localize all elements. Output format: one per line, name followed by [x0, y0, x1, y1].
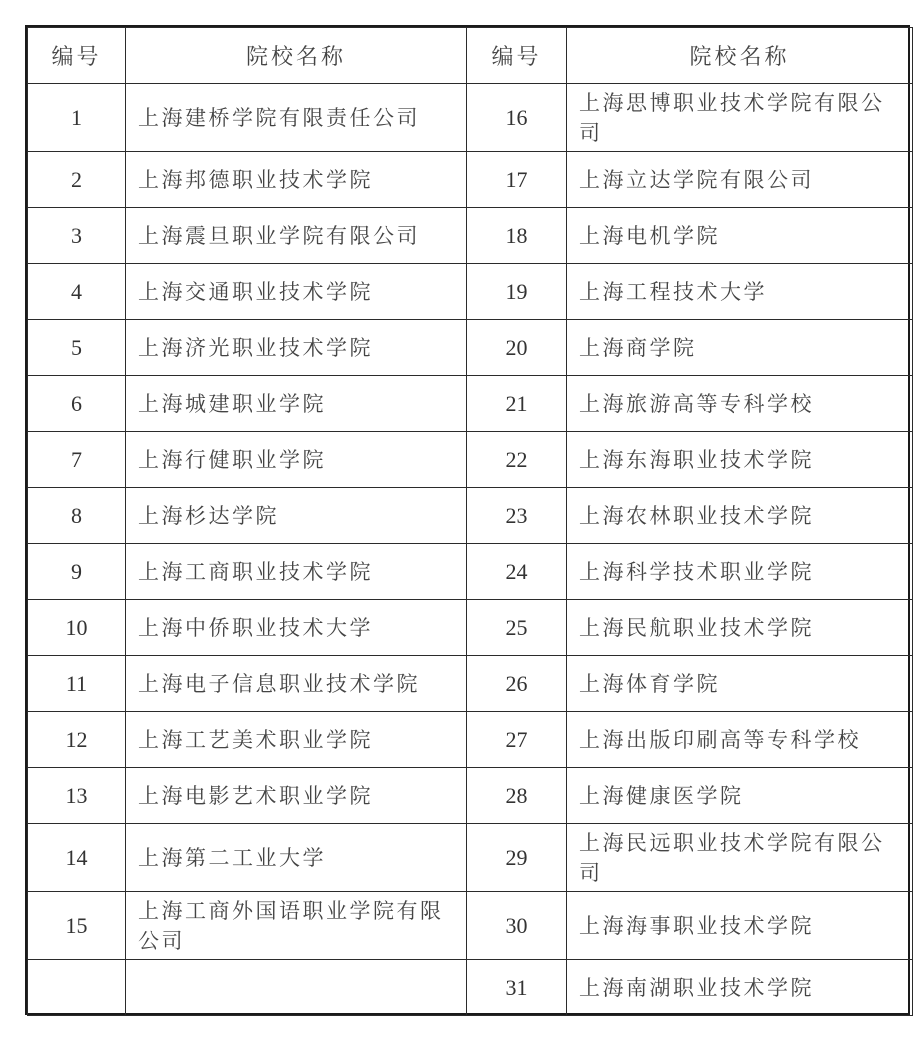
institution-name-right: 上海东海职业技术学院 [567, 432, 913, 488]
row-number-left: 4 [28, 264, 126, 320]
institution-name-left [126, 960, 467, 1016]
institution-name-right: 上海商学院 [567, 320, 913, 376]
row-number-left: 5 [28, 320, 126, 376]
table-row [28, 320, 913, 376]
table-row [28, 824, 913, 892]
table-row [28, 376, 913, 432]
row-number-right: 16 [467, 84, 567, 152]
row-number-right: 30 [467, 892, 567, 960]
table-row [28, 544, 913, 600]
institution-name-left: 上海行健职业学院 [126, 432, 467, 488]
row-number-right: 22 [467, 432, 567, 488]
institution-name-right: 上海工程技术大学 [567, 264, 913, 320]
table-row [28, 84, 913, 152]
table-row [28, 208, 913, 264]
institution-name-right: 上海出版印刷高等专科学校 [567, 712, 913, 768]
table-row [28, 768, 913, 824]
institution-name-right: 上海立达学院有限公司 [567, 152, 913, 208]
table-row [28, 152, 913, 208]
table-row [28, 432, 913, 488]
row-number-left: 3 [28, 208, 126, 264]
institution-name-right: 上海海事职业技术学院 [567, 892, 913, 960]
institution-name-left: 上海城建职业学院 [126, 376, 467, 432]
institution-name-left: 上海工艺美术职业学院 [126, 712, 467, 768]
institution-name-left: 上海工商职业技术学院 [126, 544, 467, 600]
row-number-left: 2 [28, 152, 126, 208]
row-number-left: 9 [28, 544, 126, 600]
row-number-right: 19 [467, 264, 567, 320]
row-number-left: 15 [28, 892, 126, 960]
institution-name-right: 上海电机学院 [567, 208, 913, 264]
institution-name-right: 上海健康医学院 [567, 768, 913, 824]
institution-name-left: 上海电子信息职业技术学院 [126, 656, 467, 712]
institutions-table [25, 25, 910, 1015]
row-number-right: 18 [467, 208, 567, 264]
row-number-left: 11 [28, 656, 126, 712]
table-row [28, 264, 913, 320]
institution-name-right: 上海南湖职业技术学院 [567, 960, 913, 1016]
row-number-right: 17 [467, 152, 567, 208]
row-number-right: 28 [467, 768, 567, 824]
institution-name-left: 上海震旦职业学院有限公司 [126, 208, 467, 264]
header-row [28, 28, 913, 84]
row-number-right: 31 [467, 960, 567, 1016]
institution-name-right: 上海科学技术职业学院 [567, 544, 913, 600]
table-row [28, 600, 913, 656]
institution-name-left: 上海交通职业技术学院 [126, 264, 467, 320]
header-number-left: 编号 [28, 28, 126, 84]
table-row [28, 712, 913, 768]
institution-name-left: 上海第二工业大学 [126, 824, 467, 892]
row-number-right: 20 [467, 320, 567, 376]
row-number-left: 6 [28, 376, 126, 432]
header-number-right: 编号 [467, 28, 567, 84]
row-number-right: 29 [467, 824, 567, 892]
institution-name-right: 上海思博职业技术学院有限公司 [567, 84, 913, 152]
row-number-left: 7 [28, 432, 126, 488]
institution-name-left: 上海中侨职业技术大学 [126, 600, 467, 656]
row-number-left: 1 [28, 84, 126, 152]
institution-name-left: 上海杉达学院 [126, 488, 467, 544]
row-number-left: 10 [28, 600, 126, 656]
table-row [28, 960, 913, 1016]
row-number-right: 26 [467, 656, 567, 712]
table-row [28, 488, 913, 544]
row-number-left: 12 [28, 712, 126, 768]
institution-name-right: 上海农林职业技术学院 [567, 488, 913, 544]
header-name-right: 院校名称 [567, 28, 913, 84]
row-number-left: 13 [28, 768, 126, 824]
row-number-right: 27 [467, 712, 567, 768]
table-row [28, 656, 913, 712]
row-number-left: 14 [28, 824, 126, 892]
header-name-left: 院校名称 [126, 28, 467, 84]
institution-name-left: 上海邦德职业技术学院 [126, 152, 467, 208]
institution-name-left: 上海济光职业技术学院 [126, 320, 467, 376]
institution-name-right: 上海民远职业技术学院有限公司 [567, 824, 913, 892]
institution-name-right: 上海体育学院 [567, 656, 913, 712]
row-number-right: 21 [467, 376, 567, 432]
row-number-right: 25 [467, 600, 567, 656]
institution-name-left: 上海电影艺术职业学院 [126, 768, 467, 824]
row-number-left: 8 [28, 488, 126, 544]
row-number-left [28, 960, 126, 1016]
institution-name-right: 上海民航职业技术学院 [567, 600, 913, 656]
institution-name-right: 上海旅游高等专科学校 [567, 376, 913, 432]
row-number-right: 24 [467, 544, 567, 600]
institutions-grid [27, 27, 913, 1016]
table-row [28, 892, 913, 960]
institution-name-left: 上海建桥学院有限责任公司 [126, 84, 467, 152]
row-number-right: 23 [467, 488, 567, 544]
institution-name-left: 上海工商外国语职业学院有限公司 [126, 892, 467, 960]
